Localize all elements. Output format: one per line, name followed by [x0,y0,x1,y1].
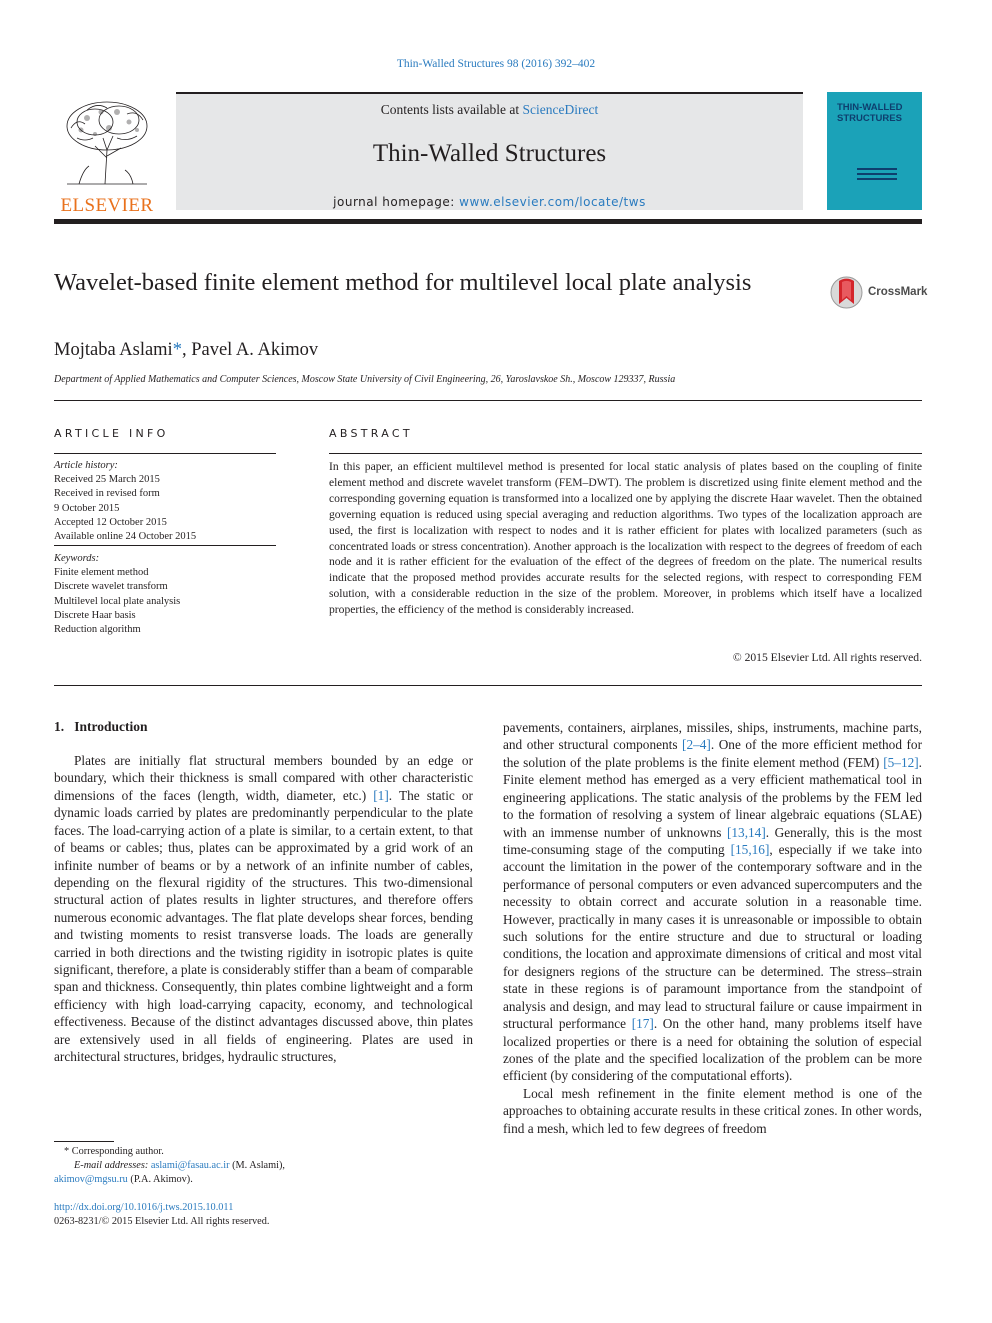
abstract-text: In this paper, an efficient multilevel method is presented for local static analysis of plates based on the coupling of finite element method and discrete wavelet transform (FEM–DWT). The problem is discretized using finite element method and the corresponding governing equation is transformed into a localized one by applying the discrete Haar wavelet. Then the obtained governing equation is reduced using special averaging and reduction algorithms. Two types of the localization approach are used, the first is localization with respect to nodes and it is rather efficient for plates with localized parameters (such as concentrated loads or stress concentration). Another approach is the localization with respect to the degrees of freedom of each node and it is rather efficient for the evaluation of the effect of the degrees of freedom on the plate. The numerical results indicate that the proposed method provides accurate results for the selected regions, with respect to corresponding FEM solution, with a considerable reduction in the size of the problem. Moreover, in problems which itself have a localized properties, the efficiency of the method is considerably increased. [329,460,922,617]
keyword-item: Discrete Haar basis [54,609,136,621]
abstract-heading: ABSTRACT [329,427,413,440]
homepage-line [176,195,803,209]
cover-title [837,102,902,124]
elsevier-logo[interactable] [54,98,160,216]
history-item: Available online 24 October 2015 [54,531,197,543]
paragraph [503,719,922,1085]
author-list [54,340,318,361]
corresponding-author-note: * Corresponding author. [64,1146,164,1157]
keyword-item: Discrete wavelet transform [54,581,168,593]
paragraph: Local mesh refinement in the finite element method is one of the approaches to obtaining accurate results in these critical zones. In other words, find a mesh, which led to few degrees of freedom [503,1085,922,1136]
journal-citation[interactable]: Thin-Walled Structures 98 (2016) 392–402 [396,58,596,70]
crossmark-badge[interactable] [830,276,930,310]
citation-link[interactable]: [5–12] [883,754,919,770]
citation-link[interactable]: [1] [373,787,389,803]
email-label: E-mail addresses: [74,1160,149,1171]
keywords-label: Keywords: [54,553,100,564]
journal-name: Thin-Walled Structures [372,140,607,167]
footnote [54,1145,473,1187]
history-item: 9 October 2015 [54,502,120,514]
tree-logo-icon [57,98,157,186]
paragraph-text: , especially if we take into account the limitation in the power of the contemporary software and in the performance of personal computers or even advanced supercomputers and the necessity to obtain correct and accurate solution in a reasonable time. However, practically in many cases it is unreasonable or impossible to obtain such solutions for the entire structure and due to structural or loading conditions, the location and approximate dimensions of critical and most vital for designers regions of the structure can be determined. The stress–strain state in these regions is of paramount importance from the standpoint of analysis and design, and may lead to structural failure or cause impairment in structural performance [503,841,922,1032]
article-title: Wavelet-based finite element method for multilevel local plate analysis [54,269,752,296]
history-item: Received 25 March 2015 [54,474,160,486]
keyword-item: Reduction algorithm [54,624,141,636]
keywords [54,552,276,637]
email-line [54,1159,473,1173]
author-name: Mojtaba Aslami [54,340,173,360]
homepage-link[interactable]: www.elsevier.com/locate/tws [459,195,646,209]
author-separator: , [181,340,192,360]
article-history [54,459,276,544]
header-rule [54,219,922,224]
section-rule [54,400,922,401]
footnote-rule [54,1141,114,1142]
keyword-item: Multilevel local plate analysis [54,595,181,607]
body-column-right [503,719,922,1137]
history-item: Accepted 12 October 2015 [54,516,167,528]
journal-cover[interactable] [827,92,922,210]
sciencedirect-link[interactable]: ScienceDirect [522,102,599,117]
section-heading [54,719,148,735]
body-column-left [54,752,473,1066]
author-name: Pavel A. Akimov [191,340,319,360]
paragraph [54,752,473,1066]
citation-link[interactable]: [17] [631,1016,654,1032]
paragraph-text: pavements, containers, airplanes, missiles, ships, instruments, machine parts, and other structural components [503,720,922,753]
paragraph-text: . The static or dynamic loads carried by plates are predominantly perpendicular to the plate faces. The load-carrying action of a plate is similar, to a certain extent, to that of beams or cables; thus, plates can be approximated by a grid work of an infinite number of beams or by a network of an infinite number of cables, depending on the flexural rigidity of the structures. This two-dimensional structural action of plates results in lighter structures, and therefore offers numerous economic advantages. The flat plate develops shear forces, bending and twisting moments to resist transverse loads. The loads are generally carried in both directions and the twisting rigidity in isotropic plates is quite significant, therefore, a plate is considerably stiffer than a beam of comparable span and thickness. Consequently, thin plates combine lightweight and a form efficiency with high load-carrying capacity, economy, and technological effectiveness. Because of the distinct advantages discussed above, thin plates are extensively used in all fields of engineering. Plates are used in architectural structures, bridges, hydraulic structures, [54,787,473,1065]
email-link[interactable]: akimov@mgsu.ru [54,1174,128,1185]
section-number: 1. [54,719,65,734]
elsevier-wordmark: ELSEVIER [60,195,154,216]
homepage-prefix: journal homepage: [333,195,455,209]
cover-title-line: STRUCTURES [837,113,902,124]
doi-link[interactable]: http://dx.doi.org/10.1016/j.tws.2015.10.011 [54,1202,234,1213]
email-owner: (M. Aslami), [229,1160,286,1171]
article-info-rule [54,545,276,546]
paragraph-text: . On the other hand, many problems itself have localized properties or there is a need for obtaining the solution of especial zones of the plate and the specified localization of the problem can be more efficient (by considering of the computational efforts). [503,1016,923,1084]
issn-line: 0263-8231/© 2015 Elsevier Ltd. All rights reserved. [54,1216,270,1227]
email-line [54,1173,473,1187]
corresponding-author-mark[interactable]: * [172,340,182,360]
cover-title-line: THIN-WALLED [837,102,903,113]
citation-link[interactable]: [15,16] [730,841,770,857]
section-title: Introduction [74,719,148,734]
history-item: Received in revised form [54,488,160,500]
cover-decoration [857,168,897,183]
paragraph-text: . One of the more efficient method for the solution of the plate problems is the finite element method (FEM) [503,737,922,770]
article-info-rule [54,453,276,454]
paragraph-text: . Finite element method has emerged as a very efficient mathematical tool in engineering applications. The static analysis of the problems by the FEM led to the formation of resolving a system of linear algebraic equations (SLAE) with an immense number of unknowns [503,754,922,840]
abstract-rule [329,453,922,454]
article-info-heading: ARTICLE INFO [54,427,169,440]
crossmark-label: CrossMark [868,286,928,298]
contents-prefix: Contents lists available at [380,102,520,117]
email-link[interactable]: aslami@fasau.ac.ir [150,1160,230,1171]
paragraph-text: Plates are initially flat structural members bounded by an edge or boundary, which their thickness is small compared with other characteristic dimensions of the faces (length, width, diameter, etc.) [54,753,473,803]
section-rule [54,685,922,686]
keyword-item: Finite element method [54,567,149,579]
email-owner: (P.A. Akimov). [127,1174,193,1185]
paragraph-text: . Generally, this is the most time-consuming stage of the computing [503,824,922,857]
citation-link[interactable]: [13,14] [726,824,766,840]
affiliation: Department of Applied Mathematics and Computer Sciences, Moscow State University of Civil Engineering, 26, Yaroslavskoe Sh., Moscow 129337, Russia [54,374,676,385]
abstract-copyright: © 2015 Elsevier Ltd. All rights reserved. [732,651,922,664]
journal-header [176,92,803,210]
crossmark-icon [830,276,863,309]
history-label: Article history: [54,460,118,471]
contents-line [176,102,803,118]
citation-link[interactable]: [2–4] [682,737,711,753]
